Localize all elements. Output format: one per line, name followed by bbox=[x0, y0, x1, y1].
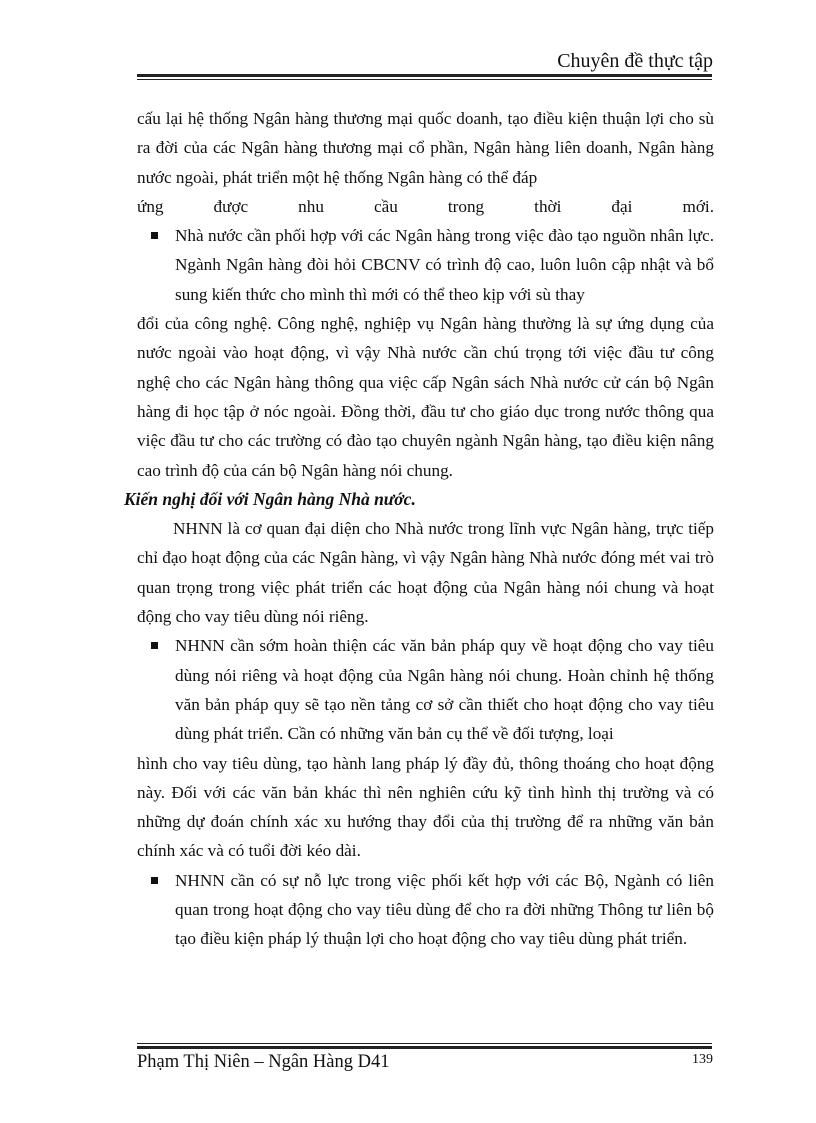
footer-author: Phạm Thị Niên – Ngân Hàng D41 bbox=[137, 1052, 390, 1072]
bullet-text: Nhà nước cần phối hợp với các Ngân hàng trong việc đào tạo nguồn nhân lực. Ngành Ngân hàng đòi hỏi CBCNV có trình độ cao, luôn luôn cập nhật và bổ sung kiến thức cho mình thì mới có thể theo kịp với sù thay bbox=[175, 226, 714, 304]
bullet-item bbox=[137, 631, 714, 748]
footer-rule-thin bbox=[137, 1043, 712, 1044]
header-rule-thick bbox=[137, 74, 712, 77]
paragraph: NHNN là cơ quan đại diện cho Nhà nước trong lĩnh vực Ngân hàng, trực tiếp chỉ đạo hoạt động của các Ngân hàng, vì vậy Ngân hàng Nhà nước đóng mét vai trò quan trọng trong việc phát triển các hoạt động của Ngân hàng nói chung và hoạt động cho vay tiêu dùng nói riêng. bbox=[137, 519, 714, 627]
bullet-icon bbox=[151, 642, 158, 649]
bullet-item bbox=[137, 221, 714, 309]
bullet-text: NHNN cần sớm hoàn thiện các văn bản pháp quy về hoạt động cho vay tiêu dùng nói riêng và hoạt động của Ngân hàng nói chung. Hoàn chỉnh hệ thống văn bản pháp quy sẽ tạo nền tảng cơ sở cần thiết cho hoạt động cho vay tiêu dùng phát triển. Cần có những văn bản cụ thể về đối tượng, loại bbox=[175, 636, 714, 744]
bullet-text-continued: hình cho vay tiêu dùng, tạo hành lang pháp lý đầy đủ, thông thoáng cho hoạt động này. Đối với các văn bản khác thì nên nghiên cứu kỹ tình hình thị trường và có những dự đoán chính xác xu hướng thay đổi của thị trường để ra những văn bản chính xác và có tuổi đời kéo dài. bbox=[137, 753, 714, 861]
header-rule-thin bbox=[137, 79, 712, 80]
bullet-icon bbox=[151, 232, 158, 239]
footer-rule-thick bbox=[137, 1046, 712, 1049]
paragraph-continued: cấu lại hệ thống Ngân hàng thương mại quốc doanh, tạo điều kiện thuận lợi cho sù ra đời của các Ngân hàng thương mại cổ phần, Ngân hàng liên doanh, Ngân hàng nước ngoài, phát triển một hệ thống Ngân hàng có thể đáp bbox=[137, 109, 714, 187]
page-number: 139 bbox=[692, 1052, 713, 1067]
bullet-item bbox=[137, 866, 714, 954]
document-body bbox=[124, 104, 714, 954]
page-header-title: Chuyên đề thực tập bbox=[557, 50, 713, 72]
paragraph-continued-last-line: ứng được nhu cầu trong thời đại mới. bbox=[137, 196, 714, 216]
bullet-icon bbox=[151, 877, 158, 884]
section-heading: Kiến nghị đối với Ngân hàng Nhà nước. bbox=[124, 488, 416, 509]
bullet-text: NHNN cần có sự nỗ lực trong việc phối kết hợp với các Bộ, Ngành có liên quan trong hoạt động cho vay tiêu dùng để cho ra đời những Thông tư liên bộ tạo điều kiện pháp lý thuận lợi cho hoạt động cho vay tiêu dùng phát triển. bbox=[175, 870, 714, 949]
bullet-text-continued: đổi của công nghệ. Công nghệ, nghiệp vụ Ngân hàng thường là sự ứng dụng của nước ngoài vào hoạt động, vì vậy Nhà nước cần chú trọng tới việc đầu tư công nghệ cho các Ngân hàng thông qua việc cấp Ngân sách Nhà nước cử cán bộ Ngân hàng đi học tập ở nóc ngoài. Đồng thời, đầu tư cho giáo dục trong nước thông qua việc đầu tư cho các trường có đào tạo chuyên ngành Ngân hàng, tạo điều kiện nâng cao trình độ của cán bộ Ngân hàng nói chung. bbox=[137, 314, 714, 480]
